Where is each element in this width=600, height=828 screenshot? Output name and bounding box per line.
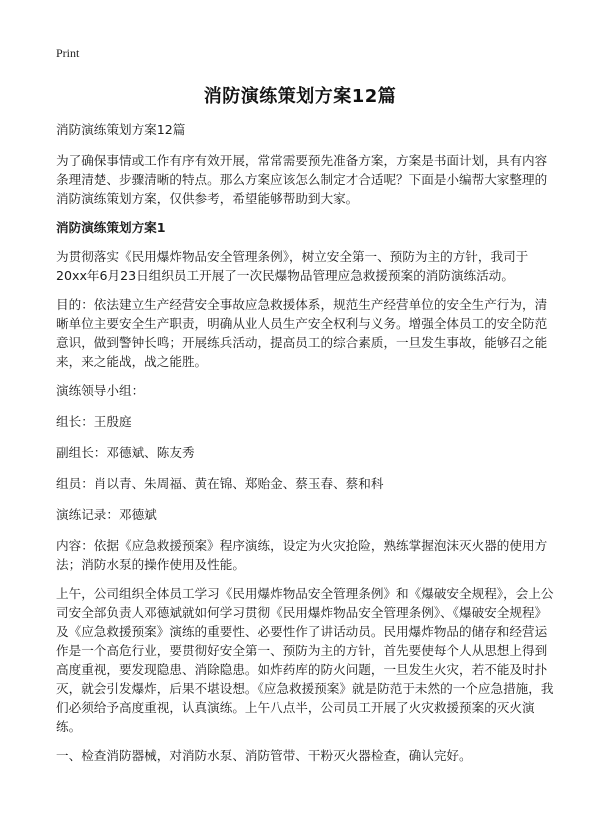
step-one-paragraph: 一、检查消防器械，对消防水泵、消防管带、干粉灭火器检查，确认完好。 — [56, 748, 472, 763]
paragraph-purpose-intro: 为贯彻落实《民用爆炸物品安全管理条例》，树立安全第一、预防为主的方针，我司于20xx年6月23日组织员工开展了一次民爆物品管理应急救援预案的消防演练活动。 — [56, 249, 529, 283]
print-link[interactable]: Print — [56, 46, 80, 60]
content-paragraph: 内容：依据《应急救援预案》程序演练，设定为火灾抢险，熟练掌握泡沫灭火器的使用方法；消防水泵的操作使用及性能。 — [56, 538, 548, 572]
paragraph-objective: 目的：依法建立生产经营安全事故应急救援体系，规范生产经营单位的安全生产行为，清晰单位主要安全生产职责，明确从业人员生产安全权利与义务。增强全体员工的安全防范意识，做到警钟长鸣；开展练兵活动，提高员工的综合素质，一旦发生事故，能够召之能来，来之能战，战之能胜。 — [56, 297, 548, 369]
deputy-line: 副组长：邓德斌、陈友秀 — [56, 445, 195, 460]
document-subtitle: 消防演练策划方案12篇 — [56, 122, 186, 137]
morning-paragraph: 上午，公司组织全体员工学习《民用爆炸物品安全管理条例》和《爆破安全规程》，会上公司安全部负责人邓德斌就如何学习贯彻《民用爆炸物品安全管理条例》、《爆破安全规程》及《应急救援预案》演练的重要性、必要性作了讲话动员。民用爆炸物品的储存和经营运作是一个高危行业，要贯彻好安全第一、预防为主的方针，首先要使每个人从思想上得到高度重视，要发现隐患、消除隐患。如炸药库的防火问题，一旦发生火灾，若不能及时扑灭，就会引发爆炸，后果不堪设想。《应急救援预案》就是防范于未然的一个应急措施，我们必须给予高度重视，认真演练。上午八点半，公司员工开展了火灾救援预案的灭火演练。 — [56, 586, 554, 734]
page-title: 消防演练策划方案12篇 — [203, 86, 397, 107]
leader-line: 组长：王殷庭 — [56, 414, 132, 429]
intro-paragraph: 为了确保事情或工作有序有效开展，常常需要预先准备方案，方案是书面计划，具有内容条理清楚、步骤清晰的特点。那么方案应该怎么制定才合适呢？下面是小编帮大家整理的消防演练策划方案，仅供参考，希望能够帮助到大家。 — [56, 153, 548, 206]
leadership-heading: 演练领导小组： — [56, 383, 145, 398]
document-body — [56, 120, 556, 775]
recorder-line: 演练记录：邓德斌 — [56, 507, 157, 522]
members-line: 组员：肖以青、朱周福、黄在锦、郑贻金、蔡玉春、蔡和科 — [56, 476, 384, 491]
section-heading: 消防演练策划方案1 — [56, 220, 166, 235]
